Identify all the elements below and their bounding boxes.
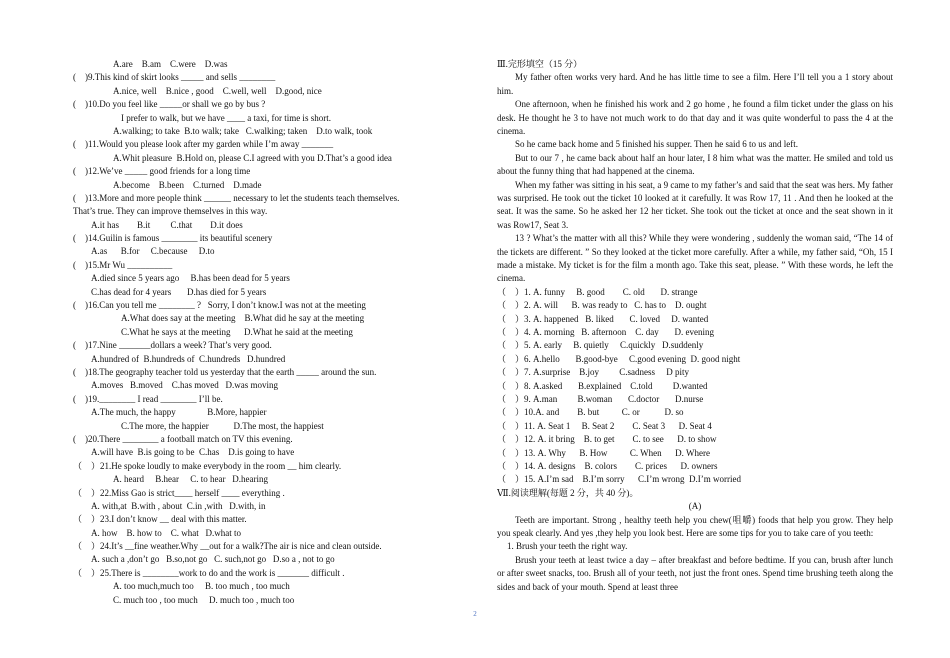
question-line: ( )9.This kind of skirt looks _____ and sells ________ [73, 72, 276, 83]
question-line: ( )13.More and more people think ______ necessary to let the students teach themselves. [73, 192, 400, 203]
question-line: （ ）24.It’s __fine weather.Why __out for a walk?The air is nice and clean outside. [73, 541, 382, 552]
page-number: 2 [473, 610, 477, 618]
answer-choices: A.Whit pleasure B.Hold on, please C.I agreed with you D.That’s a good idea [113, 152, 392, 163]
answer-choices: A.nice, well B.nice , good C.well, well D.good, nice [113, 85, 322, 96]
right-column [497, 58, 893, 594]
tip-body: Brush your teeth at least twice a day – after breakfast and before bedtime. If you can, brush after lunch or after sweet snacks, too. Brush all of your teeth, not just the front ones. Spend time brushing teeth along the sides and back of your mouth. Spend at least three [497, 554, 893, 592]
question-line: ( )11.Would you please look after my garden while I’m away _______ [73, 139, 334, 150]
question-line: （ ）25.There is ________work to do and the work is _______ difficult . [73, 567, 345, 578]
answer-choices: C. much too , too much D. much too , much too [113, 594, 295, 605]
question-line: ( )12.We’ve _____ good friends for a long time [73, 166, 251, 177]
answer-choices: A. with,at B.with , about C.in ,with D.with, in [91, 500, 266, 511]
cloze-option-row: （ ）10.A. and B. but C. or D. so [497, 407, 684, 418]
question-line: ( )10.Do you feel like _____or shall we go by bus ? [73, 99, 266, 110]
cloze-option-row: （ ）4. A. morning B. afternoon C. day D. evening [497, 327, 714, 338]
answer-choices: A. how B. how to C. what D.what to [91, 527, 241, 538]
question-line: （ ）23.I don’t know __ deal with this matter. [73, 514, 247, 525]
cloze-option-row: （ ）1. A. funny B. good C. old D. strange [497, 286, 698, 297]
cloze-passage [497, 71, 893, 286]
answer-choices: A.hundred of B.hundreds of C.hundreds D.hundred [91, 353, 286, 364]
question-line: ( )18.The geography teacher told us yesterday that the earth _____ around the sun. [73, 366, 377, 377]
question-line: ( )16.Can you tell me ________ ? Sorry, I don’t know.I was not at the meeting [73, 300, 366, 311]
answer-choices: A.as B.for C.because D.to [91, 246, 215, 257]
cloze-paragraph: 13 ? What’s the matter with all this? While they were wondering , suddenly the woman said, “The 14 of the tickets are different. ” So they looked at the ticket more carefully. After a while, my father said, “Oh, 15 I made a mistake. My ticket is for the film a month ago. Take this seat, please. ” With these words, he left the cinema. [497, 233, 893, 284]
cloze-option-row: （ ）2. A. will B. was ready to C. has to D. ought [497, 300, 707, 311]
answer-choices: A.The much, the happy B.More, happier [91, 407, 267, 418]
cloze-options [497, 286, 893, 487]
answer-choices: A.walking; to take B.to walk; take C.walking; taken D.to walk, took [113, 125, 373, 136]
cloze-paragraph: My father often works very hard. And he has little time to see a film. Here I’ll tell you a 1 story about him. [497, 72, 893, 96]
answer-choices: A.will have B.is going to be C.has D.is going to have [91, 447, 295, 458]
cloze-option-row: （ ）14. A. designs B. colors C. prices D. owners [497, 460, 718, 471]
answer-choices: A. heard B.hear C. to hear D.hearing [113, 474, 268, 485]
tip-heading: 1. Brush your teeth the right way. [507, 541, 628, 552]
cloze-heading: Ⅲ.完形填空（15 分） [497, 59, 583, 69]
question-line: ( )19.________ I read ________ I’ll be. [73, 393, 223, 404]
left-column [73, 58, 473, 607]
cloze-option-row: （ ）5. A. early B. quietly C.quickly D.suddenly [497, 340, 704, 351]
answer-choices: A.become B.been C.turned D.made [113, 179, 262, 190]
question-line: That’s true. They can improve themselves in this way. [73, 206, 268, 217]
cloze-paragraph: When my father was sitting in his seat, a 9 came to my father’s and said that the seat was hers. My father was surprised. He took out the ticket 10 looked at it carefully. It was Row 17, 11 . And then he looked at the seat. It was the same. So he asked her 12 her ticket. She took out the ticket at once and the seat shown in it was Row17, Seat 3. [497, 179, 893, 230]
cloze-option-row: （ ）3. A. happened B. liked C. loved D. wanted [497, 313, 709, 324]
cloze-paragraph: But to our 7 , he came back about half an hour later, I 8 him what was the matter. He smiled and told us about the funny thing that had happened at the cinema. [497, 152, 893, 177]
question-line: （ ）22.Miss Gao is strict____ herself ____ everything . [73, 487, 285, 498]
answer-choices: A. such a ,don’t go B.so,not go C. such,not go D.so a , not to go [91, 554, 335, 565]
answer-choices: A.are B.am C.were D.was [113, 59, 228, 69]
question-line: ( )17.Nine _______dollars a week? That’s very good. [73, 340, 272, 351]
reading-subheading: (A) [688, 501, 702, 512]
question-line: ( )20.There ________ a football match on TV this evening. [73, 433, 293, 444]
answer-choices: A. too much,much too B. too much , too much [113, 581, 290, 592]
cloze-option-row: （ ）15. A.I’m sad B.I’m sorry C.I’m wrong D.I’m worried [497, 474, 741, 485]
reading-heading: Ⅶ.阅读理解(每题 2 分，共 40 分)。 [497, 487, 639, 498]
answer-choices: I prefer to walk, but we have ____ a taxi, for time is short. [121, 112, 331, 123]
answer-choices: A.What does say at the meeting B.What did he say at the meeting [121, 313, 365, 324]
cloze-option-row: （ ）9. A.man B.woman C.doctor D.nurse [497, 394, 704, 405]
answer-choices: C.The more, the happier D.The most, the happiest [121, 420, 324, 431]
cloze-option-row: （ ）11. A. Seat 1 B. Seat 2 C. Seat 3 D. Seat 4 [497, 420, 712, 431]
question-line: ( )15.Mr Wu __________ [73, 259, 173, 270]
cloze-option-row: （ ）12. A. it bring B. to get C. to see D. to show [497, 434, 717, 445]
answer-choices: C.has dead for 4 years D.has died for 5 years [91, 286, 267, 297]
answer-choices: A.died since 5 years ago B.has been dead for 5 years [91, 273, 290, 284]
question-line: （ ）21.He spoke loudly to make everybody in the room __ him clearly. [73, 460, 342, 471]
answer-choices: C.What he says at the meeting D.What he said at the meeting [121, 326, 353, 337]
reading-intro: Teeth are important. Strong , healthy teeth help you chew(咀嚼) foods that help you grow. They help you speak clearly. And yes ,they help you look best. Here are some tips for you to take care of you teeth: [497, 514, 893, 538]
answer-choices: A.moves B.moved C.has moved D.was moving [91, 380, 278, 391]
question-line: ( )14.Guilin is famous ________ its beautiful scenery [73, 233, 273, 244]
cloze-option-row: （ ）6. A.hello B.good-bye C.good evening D. good night [497, 353, 741, 364]
cloze-option-row: （ ）7. A.surprise B.joy C.sadness D pity [497, 367, 689, 378]
answer-choices: A.it has B.it C.that D.it does [91, 219, 243, 230]
cloze-option-row: （ ）8. A.asked B.explained C.told D.wanted [497, 380, 708, 391]
cloze-paragraph: So he came back home and 5 finished his supper. Then he said 6 to us and left. [515, 139, 799, 150]
cloze-paragraph: One afternoon, when he finished his work and 2 go home , he found a film ticket under the glass on his desk. He thought he 3 to have not much work to do that day and it was quite wonderful to pass the 4 at the cinema. [497, 99, 893, 137]
cloze-option-row: （ ）13. A. Why B. How C. When D. Where [497, 447, 710, 458]
